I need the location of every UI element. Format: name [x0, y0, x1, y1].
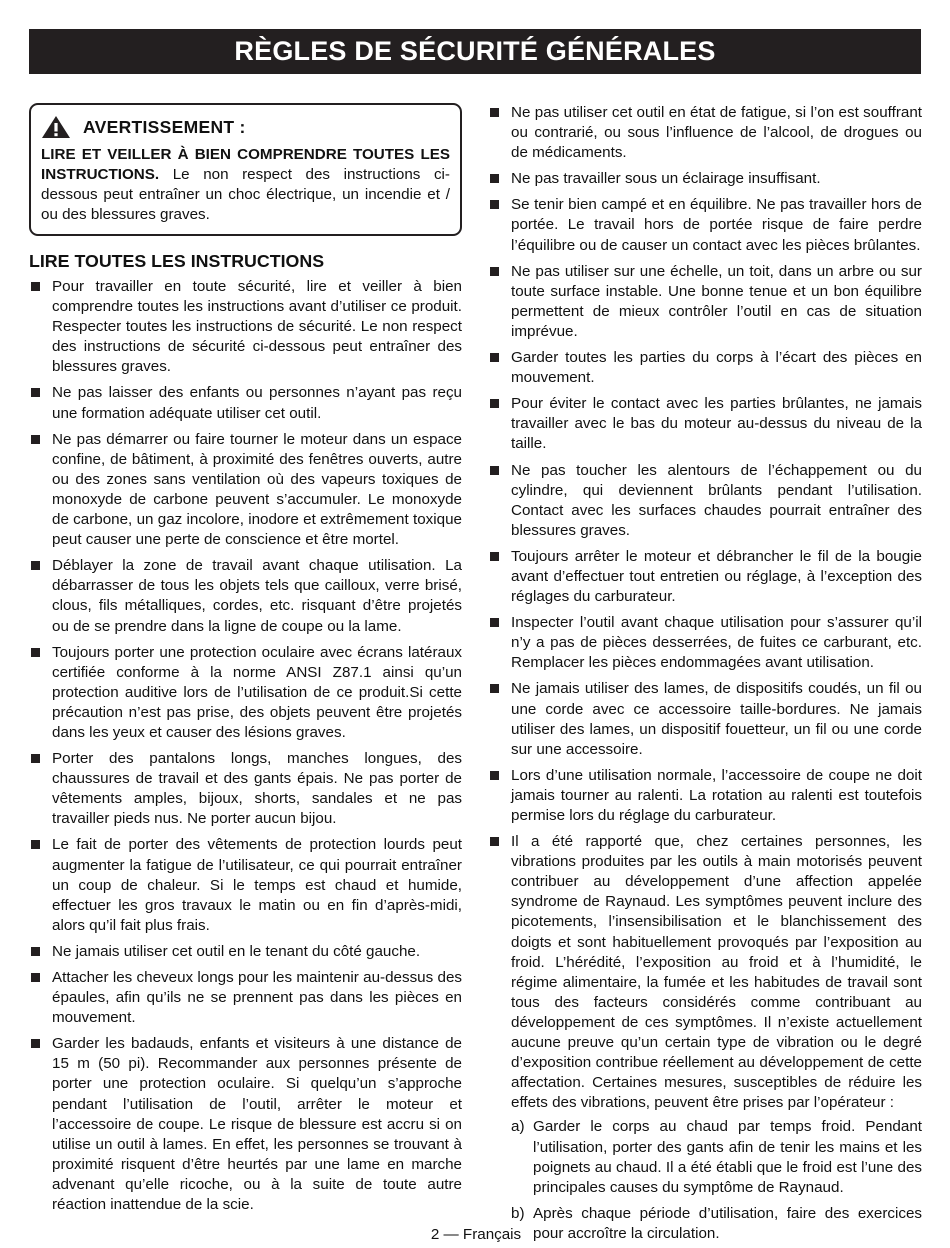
right-column — [488, 103, 922, 1248]
list-item — [488, 766, 922, 826]
sub-list-letter: b) — [511, 1204, 525, 1222]
list-item-text: Pour éviter le contact avec les parties brûlantes, ne jamais travailler avec le bas du moteur au-dessus du niveau de la taille. — [511, 395, 922, 453]
bullet-square-icon — [490, 837, 499, 846]
list-item — [488, 262, 922, 342]
bullet-square-icon — [490, 552, 499, 561]
bullet-square-icon — [31, 754, 40, 763]
bullet-square-icon — [31, 973, 40, 982]
page-footer: 2 — Français — [430, 1226, 522, 1243]
sub-list — [511, 1117, 922, 1244]
bullet-square-icon — [31, 840, 40, 849]
warning-text — [41, 145, 450, 225]
bullet-square-icon — [31, 648, 40, 657]
list-item-text: Ne pas démarrer ou faire tourner le moteur dans un espace confine, de bâtiment, à proximité des fenêtres ouverts, autre ou des zones sans ventilation où des vapeurs toxiques de monoxyde de carbone peuvent s’accumuler. Le monoxyde de carbone, un gaz incolore, inodore et extrêmement toxique peut causer une perte de conscience et être mortel. — [52, 430, 462, 549]
list-item — [488, 461, 922, 541]
sub-list-letter: a) — [511, 1118, 525, 1136]
list-item-text: Se tenir bien campé et en équilibre. Ne pas travailler hors de portée. Le travail hors de portée risque de faire perdre l’équilibre ou de causer un contact avec les pièces brûlantes. — [511, 196, 922, 254]
bullet-square-icon — [490, 200, 499, 209]
left-bullet-list — [29, 277, 462, 1215]
list-item — [488, 348, 922, 388]
bullet-square-icon — [490, 353, 499, 362]
bullet-square-icon — [31, 388, 40, 397]
warning-triangle-icon — [41, 115, 71, 139]
list-item-text: Toujours arrêter le moteur et débrancher le fil de la bougie avant d’effectuer tout entretien ou réglage, à l’exception des réglages du carburateur. — [511, 547, 922, 606]
bullet-square-icon — [490, 618, 499, 627]
list-item — [29, 968, 462, 1028]
list-item-text: Ne jamais utiliser des lames, de dispositifs coudés, un fil ou une corde avec ce accessoire taille-bordures. Ne jamais utiliser des lames, un dispositif fouetteur, un fil ou une corde sur une accessoire. — [511, 680, 922, 758]
list-item — [29, 835, 462, 935]
list-item-text: Ne jamais utiliser cet outil en le tenant du côté gauche. — [52, 942, 421, 960]
right-bullet-list — [488, 103, 922, 1244]
bullet-square-icon — [31, 1039, 40, 1048]
warning-header — [41, 115, 450, 139]
bullet-square-icon — [31, 435, 40, 444]
bullet-square-icon — [31, 947, 40, 956]
list-item — [29, 643, 462, 743]
warning-body-text: Le non respect des instructions ci-dessous peut entraîner un choc électrique, un incendie et / ou des blessures graves. — [41, 166, 450, 223]
bullet-square-icon — [490, 771, 499, 780]
list-item-text: Garder toutes les parties du corps à l’écart des pièces en mouvement. — [511, 349, 922, 387]
list-item-text: Attacher les cheveux longs pour les maintenir au-dessus des épaules, afin qu’ils ne se prennent pas dans les pièces en mouvement. — [52, 969, 462, 1027]
bullet-square-icon — [490, 174, 499, 183]
list-item-text: Porter des pantalons longs, manches longues, des chaussures de travail et des gants épais. Ne pas porter de vêtements amples, bijoux, shorts, sandales et ne pas travailler pieds nus. Ne porter aucun bijou. — [52, 750, 462, 828]
bullet-square-icon — [490, 108, 499, 117]
list-item-text: Déblayer la zone de travail avant chaque utilisation. La débarrasser de tous les objets tels que cailloux, verre brisé, clous, fils métalliques, cordes, etc. risquant d’être projetés ou de se prendre dans la ligne de coupe ou la lame. — [52, 557, 462, 635]
left-column — [29, 100, 462, 1221]
bullet-square-icon — [490, 267, 499, 276]
list-item-text: Ne pas travailler sous un éclairage insuffisant. — [511, 170, 821, 188]
warning-box — [29, 103, 462, 236]
sub-list-text: Après chaque période d’utilisation, faire des exercices pour accroître la circulation. — [533, 1204, 922, 1242]
list-item-text: Ne pas toucher les alentours de l’échappement ou du cylindre, qui deviennent brûlants pendant l’utilisation. Contact avec les surfaces chaudes pourrait entraîner des blessures graves. — [511, 461, 922, 539]
sub-list-item — [511, 1117, 922, 1197]
bullet-square-icon — [31, 561, 40, 570]
list-item — [488, 195, 922, 255]
list-item — [488, 547, 922, 607]
list-item — [29, 277, 462, 377]
list-item-text: Lors d’une utilisation normale, l’accessoire de coupe ne doit jamais tourner au ralenti. La rotation au ralenti est toutefois permise lors du réglage du carburateur. — [511, 766, 922, 824]
sub-list-text: Garder le corps au chaud par temps froid. Pendant l’utilisation, porter des gants afin de tenir les mains et les poignets au chaud. Il a été établi que le froid est l’une des principales causes du symptôme de Raynaud. — [533, 1118, 922, 1196]
list-item-text: Inspecter l’outil avant chaque utilisation pour s’assurer qu’il n’y a pas de pièces desserrées, de fuites ce carburant, etc. Remplacer les pièces endommagées avant utilisation. — [511, 614, 922, 672]
list-item — [488, 103, 922, 163]
list-item-text: Toujours porter une protection oculaire avec écrans latéraux certifiée conforme à la norme ANSI Z87.1 ainsi qu’un protection auditive lors de l’utilisation de ce produit.Si cette précaution n’est pas prise, des objets peuvent être projetés dans les yeux et causer des lésions graves. — [52, 643, 462, 741]
warning-bold-text: LIRE ET VEILLER À BIEN COMPRENDRE TOUTES LES INSTRUCTIONS. — [41, 146, 450, 183]
list-item — [29, 383, 462, 423]
bullet-square-icon — [490, 466, 499, 475]
list-item — [29, 556, 462, 636]
list-item-text: Il a été rapporté que, chez certaines personnes, les vibrations produites par les outils à main motorisés peuvent contribuer au développement d’une affection appelée syndrome de Raynaud. Les symptômes peuvent inclure des picotements, l’insensibilisation et le blanchissement des doigts et sont habituellement provoqués par l’exposition au froid. L’hérédité, l’exposition au froid et à l’humidité, le régime alimentaire, la fumée et les habitudes de travail sont tous des facteurs considérés comme contribuant au développement de ces symptômes. Il n’existe actuellement aucune preuve qu’un certain type de vibration ou le degré d’exposition contribue réellement au développement de cette affectation. Certaines mesures, susceptibles de réduire les effets des vibrations, peuvent être prises par l’opérateur : — [511, 833, 922, 1112]
section-title: LIRE TOUTES LES INSTRUCTIONS — [29, 251, 325, 271]
list-item — [29, 1034, 462, 1215]
list-item-text: Ne pas laisser des enfants ou personnes n’ayant pas reçu une formation adéquate utiliser cet outil. — [52, 384, 462, 422]
bullet-square-icon — [490, 399, 499, 408]
list-item — [488, 613, 922, 673]
list-item — [29, 749, 462, 829]
list-item — [488, 394, 922, 454]
list-item — [488, 679, 922, 759]
bullet-square-icon — [31, 282, 40, 291]
list-item — [488, 832, 922, 1244]
list-item-text: Pour travailler en toute sécurité, lire et veiller à bien comprendre toutes les instructions avant d’utiliser ce produit. Respecter toutes les instructions de sécurité. Le non respect des instructions de sécurité ci-dessous peut entraîner des blessures graves. — [52, 278, 462, 376]
list-item — [29, 942, 462, 962]
list-item-text: Garder les badauds, enfants et visiteurs à une distance de 15 m (50 pi). Recommander aux personnes présente de porter une protection oculaire. Si quelqu’un s’approche pendant l’utilisation de l’outil, arrêter le moteur et l’accessoire de coupe. Le risque de blessure est accru si on utilise un outil à lames. En effet, les personnes se trouvant à proximité risquent d’être heurtés par une lame en marche advenant qu’elle ricoche, ou à la suite de toute autre réaction inattendue de la scie. — [52, 1035, 462, 1214]
list-item — [29, 430, 462, 551]
list-item-text: Ne pas utiliser cet outil en état de fatigue, si l’on est souffrant ou contrarié, ou sous l’influence de l’alcool, de drogues ou de médicaments. — [511, 104, 922, 162]
page-title: RÈGLES DE SÉCURITÉ GÉNÉRALES — [29, 29, 921, 74]
list-item-text: Le fait de porter des vêtements de protection lourds peut augmenter la fatigue de l’utilisateur, ce qui pourrait entraîner un coup de chaleur. Si le temps est chaud et humide, effectuer les gros travaux le matin ou en fin d’après-midi, alors qu’il fait plus frais. — [52, 836, 462, 934]
list-item-text: Ne pas utiliser sur une échelle, un toit, dans un arbre ou sur toute surface instable. Une bonne tenue et un bon équilibre permettent de mieux contrôler l’outil en cas de situation imprévue. — [511, 262, 922, 340]
list-item — [488, 169, 922, 189]
bullet-square-icon — [490, 684, 499, 693]
warning-title: AVERTISSEMENT : — [83, 116, 246, 137]
